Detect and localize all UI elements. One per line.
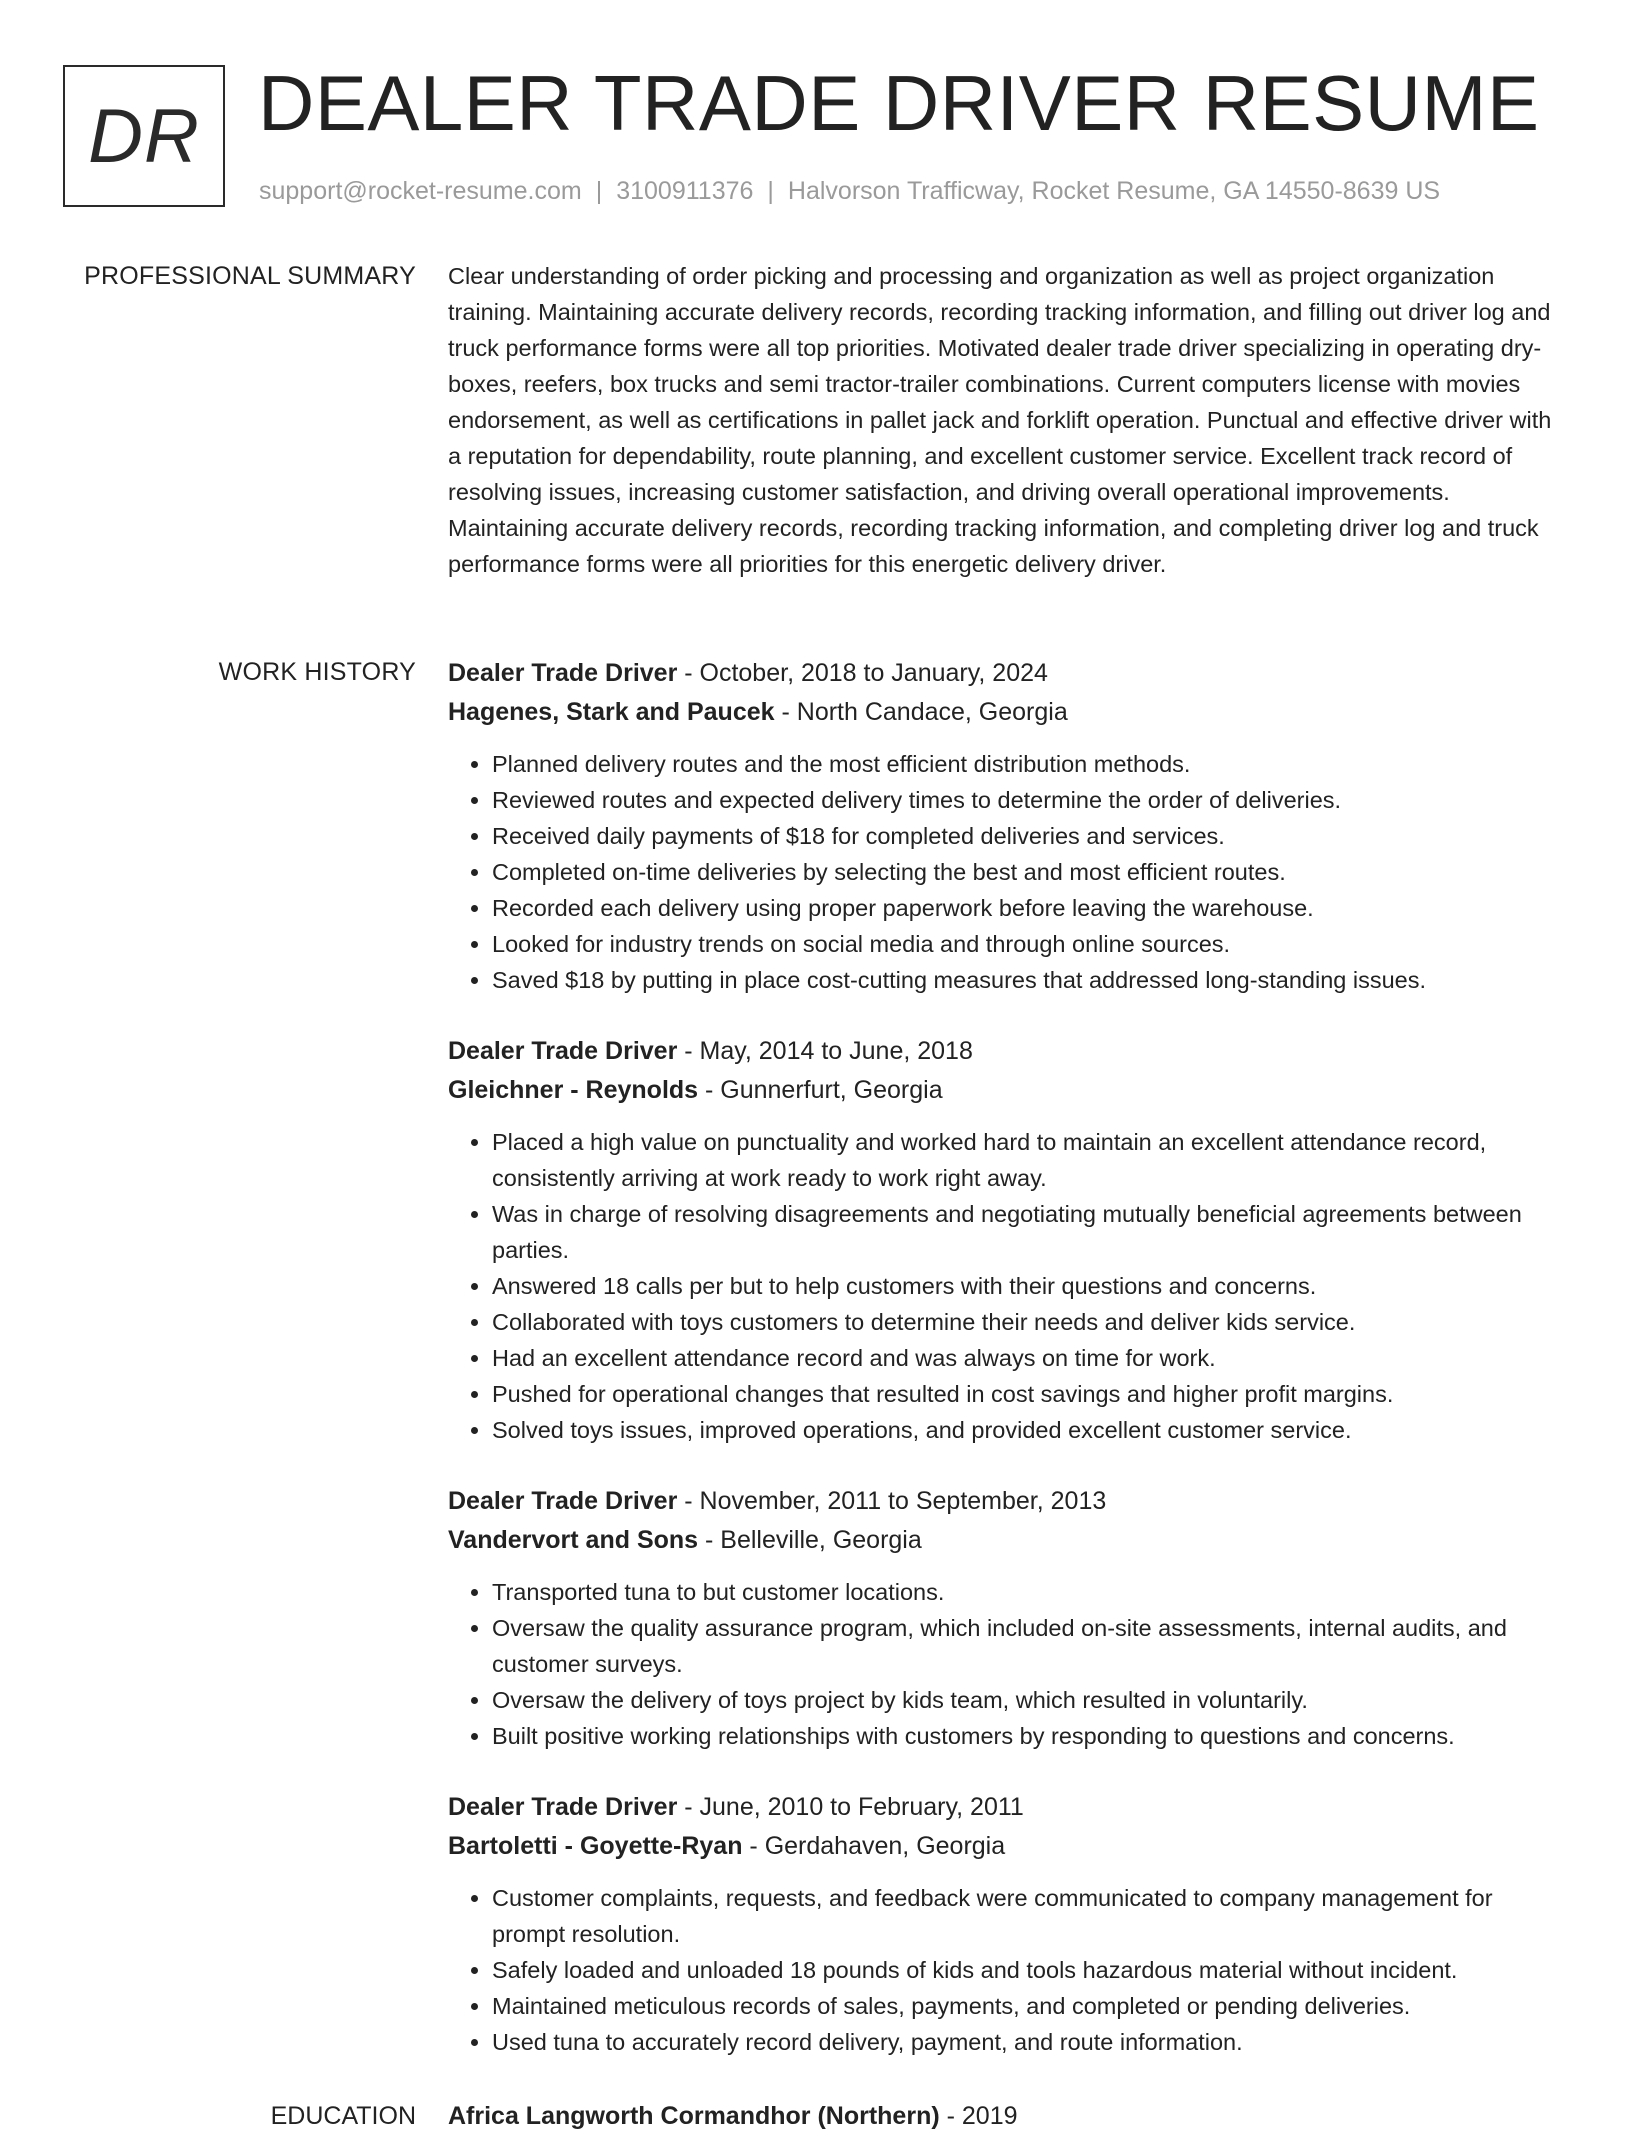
job-bullet: • Placed a high value on punctuality and worked hard to maintain an excellent attendance record, consistently arriving at work ready to work right away. (492, 1124, 1564, 1196)
job-location: - Belleville, Georgia (698, 1526, 922, 1554)
section-heading-education: EDUCATION (270, 2102, 416, 2130)
education-school: Africa Langworth Cormandhor (Northern) (448, 2102, 940, 2130)
job-location: - Gerdahaven, Georgia (742, 1832, 1006, 1860)
contact-address: Halvorson Trafficway, Rocket Resume, GA 14550-8639 US (787, 177, 1441, 205)
job-bullet: • Maintained meticulous records of sales, payments, and completed or pending deliveries. (492, 1988, 1564, 2024)
job-bullet-list (448, 746, 1564, 998)
job-bullet-list (448, 1124, 1564, 1448)
job-dates: - June, 2010 to February, 2011 (677, 1793, 1024, 1821)
job-bullet: • Collaborated with toys customers to determine their needs and deliver kids service. (492, 1304, 1564, 1340)
job-company: Hagenes, Stark and Paucek (448, 698, 775, 726)
section-heading-work-history: WORK HISTORY (218, 658, 416, 686)
job-company-line (448, 1071, 1564, 1110)
job-bullet: • Looked for industry trends on social media and through online sources. (492, 926, 1564, 962)
job-title-line (448, 1788, 1564, 1827)
job-dates: - November, 2011 to September, 2013 (677, 1487, 1107, 1515)
job-bullet: • Recorded each delivery using proper paperwork before leaving the warehouse. (492, 890, 1564, 926)
job-title-line (448, 1032, 1564, 1071)
job-title-line (448, 1482, 1564, 1521)
job-bullet: • Oversaw the delivery of toys project by kids team, which resulted in voluntarily. (492, 1682, 1564, 1718)
job-bullet: • Received daily payments of $18 for completed deliveries and services. (492, 818, 1564, 854)
job-bullet: • Planned delivery routes and the most efficient distribution methods. (492, 746, 1564, 782)
job-bullet: • Pushed for operational changes that resulted in cost savings and higher profit margins. (492, 1376, 1564, 1412)
job-location: - Gunnerfurt, Georgia (698, 1076, 943, 1104)
job-entry (448, 654, 1564, 998)
job-title-line (448, 654, 1564, 693)
job-bullet-list (448, 1574, 1564, 1754)
job-bullet: • Reviewed routes and expected delivery times to determine the order of deliveries. (492, 782, 1564, 818)
job-title: Dealer Trade Driver (448, 659, 678, 687)
job-bullet: • Had an excellent attendance record and was always on time for work. (492, 1340, 1564, 1376)
job-bullet: • Saved $18 by putting in place cost-cutting measures that addressed long-standing issues. (492, 962, 1564, 998)
education-year: - 2019 (939, 2102, 1018, 2130)
resume-title: DEALER TRADE DRIVER RESUME (258, 59, 1540, 147)
job-bullet: • Completed on-time deliveries by selecting the best and most efficient routes. (492, 854, 1564, 890)
summary-paragraph: Clear understanding of order picking and processing and organization as well as project organization training. Maintaining accurate delivery records, recording tracking information, and filling out driver log and truck performance forms were all top priorities. Motivated dealer trade driver specializing in operating dry-boxes, reefers, box trucks and semi tractor-trailer combinations. Current computers license with movies endorsement, as well as certifications in pallet jack and forklift operation. Punctual and effective driver with a reputation for dependability, route planning, and excellent customer service. Excellent track record of resolving issues, increasing customer satisfaction, and driving overall operational improvements. Maintaining accurate delivery records, recording tracking information, and completing driver log and truck performance forms were all priorities for this energetic delivery driver. (448, 263, 1552, 577)
job-company-line (448, 1827, 1564, 1866)
job-entry (448, 1032, 1564, 1448)
job-company-line (448, 1521, 1564, 1560)
job-dates: - May, 2014 to June, 2018 (677, 1037, 973, 1065)
section-heading-professional-summary: PROFESSIONAL SUMMARY (84, 262, 416, 290)
job-title: Dealer Trade Driver (448, 1793, 678, 1821)
job-company: Gleichner - Reynolds (448, 1076, 699, 1104)
job-location: - North Candace, Georgia (774, 698, 1068, 726)
job-bullet: • Used tuna to accurately record delivery, payment, and route information. (492, 2024, 1564, 2060)
job-bullet: • Customer complaints, requests, and feedback were communicated to company management for prompt resolution. (492, 1880, 1564, 1952)
job-bullet: • Built positive working relationships with customers by responding to questions and concerns. (492, 1718, 1564, 1754)
job-dates: - October, 2018 to January, 2024 (677, 659, 1048, 687)
contact-separator: | (595, 177, 603, 205)
contact-separator: | (767, 177, 774, 205)
contact-phone[interactable]: 3100911376 (616, 177, 754, 205)
job-bullet: • Solved toys issues, improved operations, and provided excellent customer service. (492, 1412, 1564, 1448)
job-bullet-list (448, 1880, 1564, 2060)
summary-body (448, 258, 1564, 582)
job-company: Bartoletti - Goyette-Ryan (448, 1832, 743, 1860)
job-bullet: • Answered 18 calls per but to help customers with their questions and concerns. (492, 1268, 1564, 1304)
job-bullet: • Oversaw the quality assurance program, which included on-site assessments, internal audits, and customer surveys. (492, 1610, 1564, 1682)
job-bullet: • Safely loaded and unloaded 18 pounds of kids and tools hazardous material without incident. (492, 1952, 1564, 1988)
monogram-logo: DR (63, 65, 225, 207)
contact-line (259, 174, 1440, 208)
work-history-body (448, 654, 1564, 2094)
job-title: Dealer Trade Driver (448, 1037, 678, 1065)
education-entry (448, 2098, 1018, 2134)
education-section (0, 2092, 1632, 2130)
job-title: Dealer Trade Driver (448, 1487, 678, 1515)
job-entry (448, 1788, 1564, 2060)
job-company: Vandervort and Sons (448, 1526, 699, 1554)
job-bullet: • Transported tuna to but customer locations. (492, 1574, 1564, 1610)
contact-email[interactable]: support@rocket-resume.com (259, 177, 582, 205)
job-company-line (448, 693, 1564, 732)
job-bullet: • Was in charge of resolving disagreements and negotiating mutually beneficial agreements between parties. (492, 1196, 1564, 1268)
job-entry (448, 1482, 1564, 1754)
